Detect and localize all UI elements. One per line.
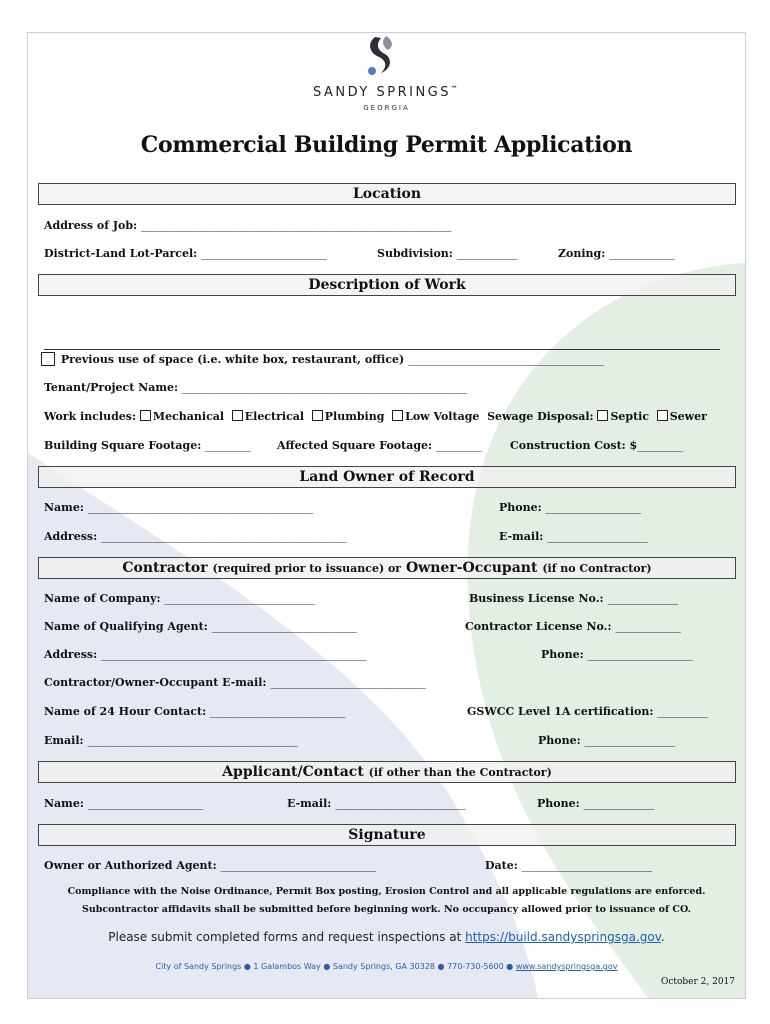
- electrical-label: Electrical: [244, 410, 305, 423]
- contractor-title: Contractor: [122, 560, 208, 576]
- c-address-input[interactable]: _____________________________________________________: [101, 648, 367, 661]
- owner-address-input[interactable]: _________________________________________________: [101, 530, 347, 543]
- c-email-input[interactable]: _______________________________: [270, 676, 426, 689]
- address-of-job-row: [44, 219, 451, 232]
- affidavit-note: Subcontractor affidavits shall be submitted before beginning work. No occupancy allowed prior to issuance of CO.: [81, 904, 691, 915]
- affected-sqft-input[interactable]: _________: [435, 439, 481, 452]
- contact24-input[interactable]: ___________________________: [210, 705, 346, 718]
- gswcc-input[interactable]: __________: [657, 705, 708, 718]
- a-email-label: E-mail:: [287, 797, 332, 810]
- electrical-checkbox[interactable]: [232, 410, 243, 421]
- cost-input[interactable]: _________: [637, 439, 683, 452]
- district-input[interactable]: _________________________: [201, 247, 327, 260]
- c-email-label: Contractor/Owner-Occupant E-mail:: [44, 676, 267, 689]
- district-label: District-Land Lot-Parcel:: [44, 247, 198, 260]
- email-label: Email:: [44, 734, 84, 747]
- low-voltage-label: Low Voltage: [405, 410, 480, 423]
- tenant-input[interactable]: _________________________________________________________: [181, 381, 467, 394]
- description-input[interactable]: [44, 349, 720, 350]
- a-email-input[interactable]: __________________________: [335, 797, 466, 810]
- section-header-signature: Signature: [38, 824, 736, 846]
- septic-checkbox[interactable]: [597, 410, 608, 421]
- applicant-title: Applicant/Contact: [222, 764, 364, 780]
- a-email-row: [287, 797, 465, 810]
- address-of-job-input[interactable]: ______________________________________________________________: [140, 219, 451, 232]
- previous-use-row: [41, 352, 603, 366]
- website-link[interactable]: www.sandyspringsga.gov: [515, 962, 618, 971]
- submit-instructions: Please submit completed forms and request inspections at https://build.sandyspringsga.gov.: [108, 930, 665, 944]
- previous-use-label: Previous use of space (i.e. white box, restaurant, office): [60, 353, 405, 366]
- section-header-contractor: [38, 557, 736, 579]
- subdivision-label: Subdivision:: [377, 247, 453, 260]
- qual-agent-label: Name of Qualifying Agent:: [44, 620, 208, 633]
- sig-date-row: [485, 859, 652, 872]
- owner-phone-row: [499, 501, 641, 514]
- section-header-location: Location: [38, 183, 736, 205]
- previous-use-input[interactable]: _______________________________________: [408, 353, 604, 366]
- owner-occupant-title: Owner-Occupant: [405, 560, 538, 576]
- company-row: [44, 592, 314, 605]
- affected-sqft-row: [277, 439, 481, 452]
- phone2-label: Phone:: [538, 734, 581, 747]
- work-includes-row: [44, 410, 707, 423]
- plumbing-label: Plumbing: [324, 410, 385, 423]
- email-input[interactable]: __________________________________________: [87, 734, 298, 747]
- bldg-sqft-row: [44, 439, 250, 452]
- low-voltage-checkbox[interactable]: [392, 410, 403, 421]
- owner-email-label: E-mail:: [499, 530, 544, 543]
- section-header-owner: Land Owner of Record: [38, 466, 736, 488]
- a-name-row: [44, 797, 203, 810]
- c-address-label: Address:: [44, 648, 98, 661]
- phone2-row: [538, 734, 675, 747]
- phone2-input[interactable]: __________________: [584, 734, 675, 747]
- contact24-row: [44, 705, 345, 718]
- owner-phone-input[interactable]: ___________________: [545, 501, 641, 514]
- page-title: Commercial Building Permit Application: [140, 132, 633, 158]
- submit-text: Please submit completed forms and request inspections at: [108, 930, 462, 944]
- c-phone-row: [541, 648, 693, 661]
- biz-license-input[interactable]: ______________: [607, 592, 678, 605]
- sewer-checkbox[interactable]: [657, 410, 668, 421]
- contractor-subtitle: (required prior to issuance) or: [212, 562, 402, 575]
- biz-license-row: [469, 592, 677, 605]
- cost-row: [510, 439, 682, 452]
- contractor-license-label: Contractor License No.:: [465, 620, 612, 633]
- bldg-sqft-input[interactable]: _________: [205, 439, 251, 452]
- mechanical-label: Mechanical: [152, 410, 225, 423]
- bldg-sqft-label: Building Square Footage:: [44, 439, 202, 452]
- c-phone-input[interactable]: _____________________: [587, 648, 693, 661]
- previous-use-checkbox[interactable]: [41, 352, 55, 366]
- compliance-note: Compliance with the Noise Ordinance, Permit Box posting, Erosion Control and all applicable regulations are enforced.: [67, 886, 706, 897]
- owner-email-input[interactable]: ____________________: [547, 530, 648, 543]
- owner-occupant-subtitle: (if no Contractor): [542, 562, 652, 575]
- owner-name-row: [44, 501, 313, 514]
- work-includes-label: Work includes:: [44, 410, 137, 423]
- city-footer: [28, 962, 745, 971]
- subdivision-input[interactable]: ____________: [456, 247, 517, 260]
- owner-name-input[interactable]: _____________________________________________: [87, 501, 313, 514]
- zoning-row: [558, 247, 674, 260]
- biz-license-label: Business License No.:: [469, 592, 604, 605]
- owner-email-row: [499, 530, 647, 543]
- contact24-label: Name of 24 Hour Contact:: [44, 705, 207, 718]
- subdivision-row: [377, 247, 517, 260]
- agent-row: [44, 859, 376, 872]
- affected-sqft-label: Affected Square Footage:: [277, 439, 433, 452]
- tenant-label: Tenant/Project Name:: [44, 381, 179, 394]
- revision-date: October 2, 2017: [660, 977, 735, 987]
- mechanical-checkbox[interactable]: [140, 410, 151, 421]
- tenant-row: [44, 381, 467, 394]
- a-phone-row: [537, 797, 654, 810]
- owner-address-row: [44, 530, 346, 543]
- a-name-input[interactable]: _______________________: [87, 797, 203, 810]
- sewer-label: Sewer: [669, 410, 707, 423]
- section-header-description: Description of Work: [38, 274, 736, 296]
- owner-name-label: Name:: [44, 501, 84, 514]
- qual-agent-row: [44, 620, 357, 633]
- permit-form-page: [27, 32, 746, 999]
- cost-label: Construction Cost: $: [510, 439, 638, 452]
- company-label: Name of Company:: [44, 592, 161, 605]
- build-portal-link[interactable]: https://build.sandyspringsga.gov: [465, 930, 661, 944]
- septic-label: Septic: [610, 410, 650, 423]
- gswcc-label: GSWCC Level 1A certification:: [467, 705, 654, 718]
- qual-agent-input[interactable]: _____________________________: [211, 620, 357, 633]
- sig-date-input[interactable]: __________________________: [521, 859, 652, 872]
- contractor-license-row: [465, 620, 680, 633]
- section-header-applicant: [38, 761, 736, 783]
- sandy-springs-logo-icon: [361, 35, 409, 79]
- zoning-input[interactable]: _____________: [609, 247, 675, 260]
- owner-address-label: Address:: [44, 530, 98, 543]
- sewage-label: Sewage Disposal:: [487, 410, 594, 423]
- zoning-label: Zoning:: [558, 247, 606, 260]
- footer-address: City of Sandy Springs ● 1 Galambos Way ● Sandy Springs, GA 30328 ● 770-730-5600 ●: [155, 962, 514, 971]
- a-name-label: Name:: [44, 797, 84, 810]
- c-phone-label: Phone:: [541, 648, 584, 661]
- company-input[interactable]: ______________________________: [164, 592, 315, 605]
- a-phone-input[interactable]: ______________: [583, 797, 654, 810]
- address-of-job-label: Address of Job:: [44, 219, 138, 232]
- org-state: GEORGIA: [363, 104, 410, 112]
- district-row: [44, 247, 326, 260]
- contractor-license-input[interactable]: _____________: [615, 620, 681, 633]
- org-name: SANDY SPRINGS˜: [313, 85, 460, 100]
- sig-date-label: Date:: [485, 859, 518, 872]
- a-phone-label: Phone:: [537, 797, 580, 810]
- c-address-row: [44, 648, 366, 661]
- c-email-row: [44, 676, 425, 689]
- plumbing-checkbox[interactable]: [312, 410, 323, 421]
- owner-phone-label: Phone:: [499, 501, 542, 514]
- email-row: [44, 734, 297, 747]
- gswcc-row: [467, 705, 707, 718]
- agent-label: Owner or Authorized Agent:: [44, 859, 217, 872]
- applicant-subtitle: (if other than the Contractor): [368, 766, 552, 779]
- agent-signature-input[interactable]: _______________________________: [220, 859, 376, 872]
- background-swooshes: [28, 33, 745, 998]
